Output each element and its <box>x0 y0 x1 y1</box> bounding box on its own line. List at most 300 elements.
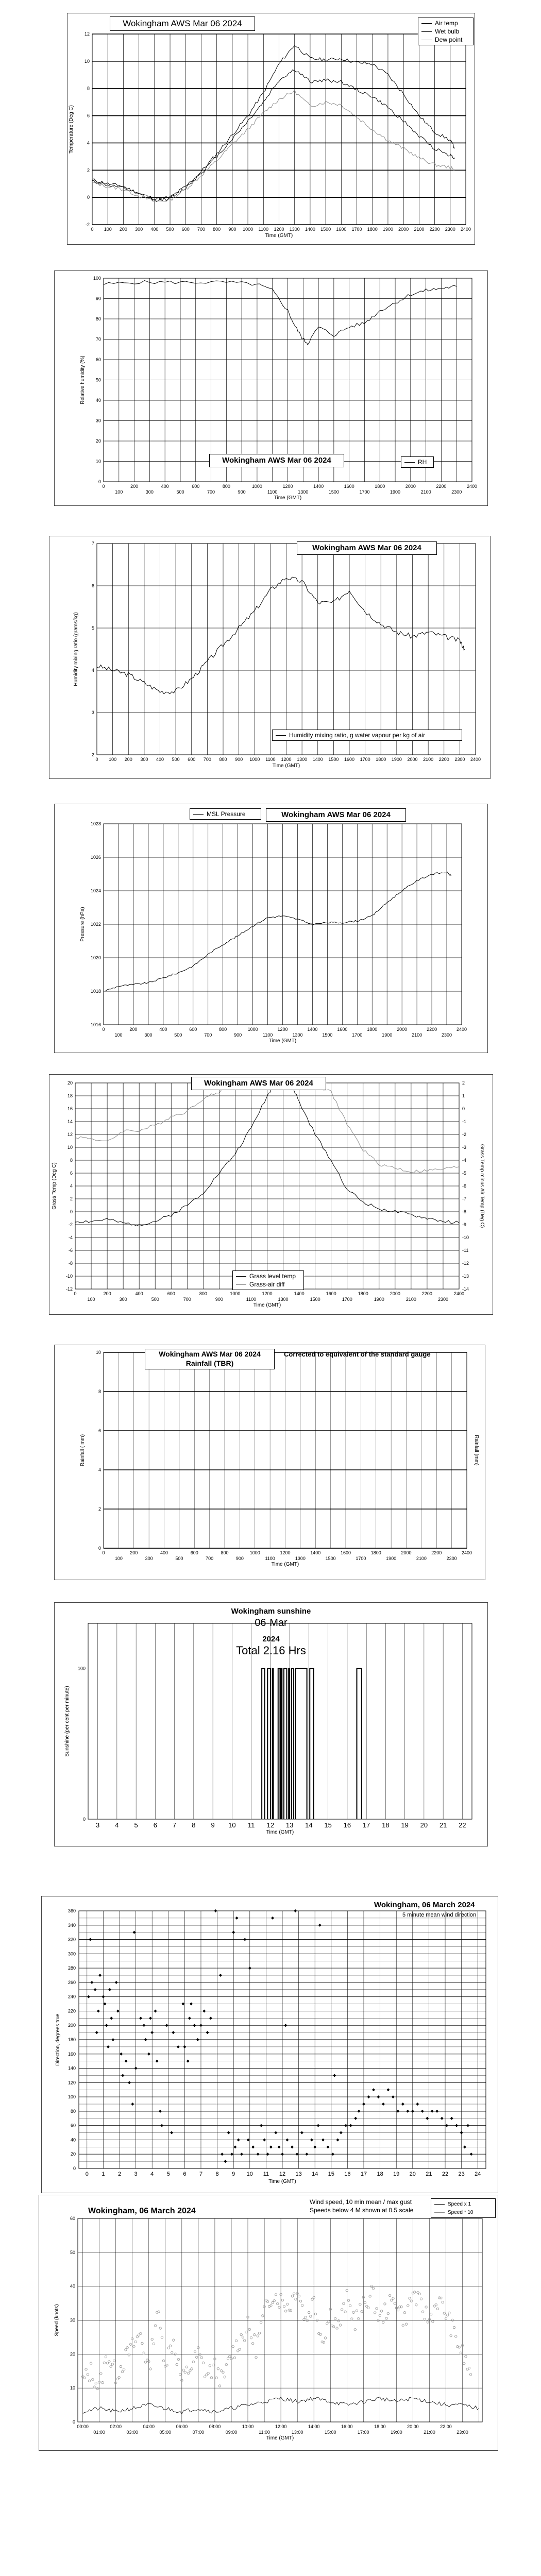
y-tick-label: 40 <box>70 2283 75 2289</box>
x-tick-label: 1300 <box>297 757 308 762</box>
wind-direction-subtitle: 5 minute mean wind direction <box>402 1912 477 1918</box>
x-tick-label: 0 <box>102 1550 105 1555</box>
wind-speed-note-2: Speeds below 4 M shown at 0.5 scale <box>310 2207 414 2214</box>
y-tick-label: -10 <box>65 1274 73 1279</box>
x-tick-label: 16:00 <box>341 2424 353 2429</box>
y-tick-label: 2 <box>98 1506 101 1512</box>
x-tick-label: 500 <box>166 227 174 232</box>
legend-label-grass-level-temp: Grass level temp <box>249 1273 296 1280</box>
mixing-ratio-chart-panel <box>49 536 491 779</box>
y-tick-label: 20 <box>70 2351 75 2357</box>
y2-axis-title: Rainfall (mm) <box>474 1435 479 1466</box>
temperature-chart-panel <box>67 13 475 245</box>
x-tick-label: 100 <box>115 489 123 495</box>
y-tick-label: 2 <box>87 167 90 173</box>
x-tick-label: 8 <box>192 1821 196 1829</box>
x-tick-label: 19 <box>401 1821 409 1829</box>
y-tick-label: -2 <box>85 222 90 227</box>
y2-tick-label: -8 <box>462 1209 467 1214</box>
y-tick-label: 60 <box>95 357 101 362</box>
y-axis-title: Direction, degrees true <box>55 2013 61 2066</box>
y-tick-label: 1026 <box>90 855 101 860</box>
y-tick-label: 4 <box>70 1183 73 1189</box>
x-tick-label: 1000 <box>251 484 262 489</box>
y2-tick-label: -1 <box>462 1119 467 1124</box>
x-tick-label: 3 <box>134 2171 138 2177</box>
x-tick-label: 2000 <box>397 1027 408 1032</box>
legend-label-grass-air-diff: Grass-air diff <box>249 1281 285 1288</box>
x-tick-label: 03:00 <box>126 2430 139 2435</box>
x-axis-title: Time (GMT) <box>274 495 302 501</box>
legend-rh <box>404 458 430 466</box>
x-tick-label: 1500 <box>328 489 339 495</box>
x-tick-label: 00:00 <box>77 2424 89 2429</box>
x-tick-label: 6 <box>183 2171 187 2177</box>
y-tick-label: 20 <box>95 438 101 444</box>
x-tick-label: 1500 <box>320 227 331 232</box>
x-axis-title: Time (GMT) <box>268 2179 296 2184</box>
sunshine-burst <box>281 1669 282 1819</box>
x-tick-label: 21:00 <box>424 2430 435 2435</box>
x-tick-label: 800 <box>219 1027 227 1032</box>
x-tick-label: 1700 <box>356 1556 366 1561</box>
x-axis-title: Time (GMT) <box>272 763 300 769</box>
pressure-chart <box>55 804 487 1053</box>
y-tick-label: -8 <box>68 1261 73 1266</box>
x-tick-label: 2400 <box>456 1027 467 1032</box>
grass-temp-chart-panel <box>49 1074 493 1315</box>
y-tick-label: 1028 <box>90 821 101 826</box>
y-tick-label: 4 <box>98 1467 101 1472</box>
x-tick-label: 1900 <box>382 1032 393 1038</box>
x-tick-label: 2200 <box>431 1550 442 1555</box>
x-tick-label: 2400 <box>466 484 478 489</box>
temperature-chart <box>67 13 475 244</box>
x-tick-label: 300 <box>145 489 154 495</box>
x-tick-label: 100 <box>114 1032 123 1038</box>
y-tick-label: 240 <box>67 1994 76 1999</box>
x-tick-label: 300 <box>145 1556 153 1561</box>
x-tick-label: 200 <box>129 1027 138 1032</box>
y-axis-title: Speed (knots) <box>54 2304 60 2336</box>
x-tick-label: 600 <box>190 1550 198 1555</box>
y-tick-label: 6 <box>91 583 94 588</box>
y-tick-label: 1018 <box>90 989 101 994</box>
y-tick-label: 50 <box>95 377 101 383</box>
y-tick-label: 320 <box>67 1937 76 1942</box>
y-tick-label: 180 <box>67 2037 76 2042</box>
x-tick-label: 800 <box>199 1291 207 1296</box>
x-tick-label: 21 <box>426 2171 432 2177</box>
x-tick-label: 18 <box>377 2171 383 2177</box>
y-tick-label: 5 <box>91 625 94 631</box>
y-tick-label: 100 <box>77 1666 86 1671</box>
x-tick-label: 1800 <box>367 1027 378 1032</box>
x-tick-label: 22 <box>442 2171 449 2177</box>
wind-speed-chart <box>39 2195 498 2450</box>
x-tick-label: 1300 <box>295 1556 306 1561</box>
y-tick-label: 8 <box>98 1389 101 1394</box>
x-tick-label: 800 <box>222 484 230 489</box>
x-tick-label: 1100 <box>262 1032 273 1038</box>
x-tick-label: 2 <box>117 2171 122 2177</box>
y-tick-label: 60 <box>70 2123 76 2128</box>
legend-mixing-ratio <box>276 731 459 739</box>
y-tick-label: -12 <box>65 1286 73 1292</box>
x-tick-label: 2100 <box>423 757 434 762</box>
x-tick-label: 900 <box>238 489 246 495</box>
x-tick-label: 13 <box>295 2171 302 2177</box>
y-tick-label: 30 <box>95 418 101 423</box>
x-tick-label: 05:00 <box>159 2430 172 2435</box>
y-tick-label: 1024 <box>90 888 101 893</box>
humidity-chart-panel <box>54 270 488 506</box>
wind-speed-title: Wokingham, 06 March 2024 <box>88 2207 196 2215</box>
humidity-chart-title: Wokingham AWS Mar 06 2024 <box>209 454 344 467</box>
x-tick-label: 1800 <box>375 484 385 489</box>
x-tick-label: 10 <box>228 1821 236 1829</box>
wind-speed-note-1: Wind speed, 10 min mean / max gust <box>310 2198 412 2206</box>
y-axis-title: Grass Temp (Deg C) <box>52 1162 57 1210</box>
y-tick-label: 260 <box>67 1979 76 1985</box>
y-tick-label: 20 <box>70 2151 76 2157</box>
y-tick-label: 40 <box>95 398 101 403</box>
x-tick-label: 1600 <box>337 1027 348 1032</box>
x-tick-label: 0 <box>102 484 105 489</box>
pressure-chart-title: Wokingham AWS Mar 06 2024 <box>266 808 406 822</box>
x-tick-label: 1900 <box>391 757 402 762</box>
wind-direction-title: Wokingham, 06 March 2024 <box>374 1901 475 1909</box>
x-tick-label: 2400 <box>460 227 471 232</box>
x-tick-label: 20:00 <box>407 2424 419 2429</box>
y-tick-label: 0 <box>70 1209 73 1214</box>
x-tick-label: 11:00 <box>259 2430 270 2435</box>
x-tick-label: 400 <box>161 484 169 489</box>
x-tick-label: 0 <box>95 757 98 762</box>
x-tick-label: 900 <box>215 1297 223 1302</box>
y-tick-label: 120 <box>67 2080 76 2086</box>
x-tick-label: 800 <box>213 227 221 232</box>
y-tick-label: -4 <box>68 1235 73 1240</box>
y-axis-title: Rainfall ( mm) <box>80 1434 86 1467</box>
sunshine-burst <box>289 1669 290 1819</box>
y2-tick-label: -12 <box>462 1261 469 1266</box>
x-tick-label: 15 <box>328 2171 334 2177</box>
legend-swatch-solid <box>434 2204 445 2205</box>
y-tick-label: 6 <box>70 1171 73 1176</box>
y-tick-label: 0 <box>73 2166 76 2171</box>
x-tick-label: 500 <box>151 1297 159 1302</box>
x-tick-label: 200 <box>130 1550 138 1555</box>
legend-speed-x1 <box>434 2200 492 2208</box>
rainfall-chart-subtitle: Rainfall (TBR) <box>185 1359 234 1367</box>
temperature-chart-title: Wokingham AWS Mar 06 2024 <box>110 16 255 31</box>
x-tick-label: 17:00 <box>358 2430 369 2435</box>
sunshine-year: 2024 <box>262 1635 280 1643</box>
x-tick-label: 2000 <box>401 1550 412 1555</box>
x-tick-label: 600 <box>167 1291 175 1296</box>
pressure-chart-panel <box>54 804 488 1053</box>
x-tick-label: 15:00 <box>324 2430 336 2435</box>
x-tick-label: 1200 <box>277 1027 288 1032</box>
x-tick-label: 0 <box>85 2171 89 2177</box>
x-tick-label: 2400 <box>461 1550 472 1555</box>
x-tick-label: 1600 <box>340 1550 351 1555</box>
y-tick-label: 12 <box>67 1132 73 1137</box>
x-tick-label: 700 <box>204 1032 212 1038</box>
x-tick-label: 19:00 <box>391 2430 402 2435</box>
x-tick-label: 4 <box>150 2171 154 2177</box>
x-tick-label: 1600 <box>344 757 355 762</box>
legend-wet-bulb <box>421 27 470 36</box>
x-tick-label: 1700 <box>352 1032 363 1038</box>
y-tick-label: 70 <box>95 336 101 342</box>
y-axis-title: Relative humidity (%) <box>80 355 86 404</box>
x-tick-label: 21 <box>439 1821 447 1829</box>
y-axis-title: Pressure (hPa) <box>80 907 86 942</box>
y-tick-label: 300 <box>67 1951 76 1957</box>
x-tick-label: 24 <box>475 2171 481 2177</box>
y2-tick-label: -3 <box>462 1145 467 1150</box>
x-tick-label: 700 <box>206 1556 214 1561</box>
x-tick-label: 1800 <box>376 757 386 762</box>
x-tick-label: 18 <box>382 1821 390 1829</box>
x-tick-label: 300 <box>119 1297 127 1302</box>
x-tick-label: 09:00 <box>225 2430 238 2435</box>
y-tick-label: 80 <box>70 2108 76 2114</box>
x-tick-label: 20 <box>409 2171 416 2177</box>
x-tick-label: 23 <box>458 2171 465 2177</box>
sunshine-title: Wokingham sunshine <box>231 1607 311 1616</box>
y2-tick-label: -4 <box>462 1158 467 1163</box>
wind-direction-chart-panel <box>41 1896 498 2193</box>
x-tick-label: 23:00 <box>457 2430 468 2435</box>
y-tick-label: 2 <box>91 752 94 757</box>
y2-tick-label: 2 <box>462 1080 465 1086</box>
y-tick-label: 10 <box>95 1350 101 1355</box>
y-tick-label: 10 <box>67 1145 73 1150</box>
legend-label-msl-pressure: MSL Pressure <box>207 810 246 818</box>
x-tick-label: 900 <box>235 757 243 762</box>
x-tick-label: 2300 <box>437 1297 448 1302</box>
legend-grass-level-temp <box>236 1272 300 1280</box>
x-tick-label: 400 <box>159 1027 167 1032</box>
sunshine-date: 06-Mar <box>255 1617 288 1629</box>
x-tick-label: 5 <box>134 1821 138 1829</box>
humidity-chart <box>55 271 487 505</box>
y-tick-label: 4 <box>91 668 94 673</box>
x-tick-label: 2100 <box>412 1032 422 1038</box>
x-tick-label: 2200 <box>421 1291 432 1296</box>
x-tick-label: 2400 <box>453 1291 465 1296</box>
x-tick-label: 17 <box>362 1821 370 1829</box>
x-tick-label: 9 <box>211 1821 215 1829</box>
x-tick-label: 2000 <box>405 484 416 489</box>
y-tick-label: 10 <box>84 58 90 64</box>
x-tick-label: 2000 <box>407 757 418 762</box>
x-tick-label: 1300 <box>298 489 309 495</box>
y-tick-label: 1022 <box>90 922 101 927</box>
x-tick-label: 1400 <box>305 227 315 232</box>
y-tick-label: 8 <box>87 86 90 91</box>
y-tick-label: 0 <box>72 2419 75 2425</box>
humidity-legend <box>401 456 434 468</box>
x-tick-label: 04:00 <box>143 2424 155 2429</box>
legend-label-wet-bulb: Wet bulb <box>435 28 460 35</box>
x-tick-label: 22 <box>459 1821 466 1829</box>
x-tick-label: 2000 <box>390 1291 400 1296</box>
y-tick-label: 40 <box>70 2137 76 2143</box>
x-tick-label: 1000 <box>249 757 260 762</box>
y-tick-label: 1020 <box>90 955 101 960</box>
y2-axis-title: Grass Temp minus Air Temp (Deg C) <box>479 1144 485 1228</box>
legend-label-air-temp: Air temp <box>435 20 458 27</box>
mixing-ratio-legend <box>272 730 462 741</box>
y-tick-label: 10 <box>70 2385 75 2391</box>
legend-swatch-solid <box>404 462 415 463</box>
x-tick-label: 2200 <box>436 484 447 489</box>
x-tick-label: 500 <box>175 1556 183 1561</box>
x-tick-label: 1400 <box>310 1550 321 1555</box>
x-tick-label: 500 <box>176 489 184 495</box>
x-tick-label: 14:00 <box>308 2424 320 2429</box>
x-tick-label: 5 <box>166 2171 170 2177</box>
sunshine-burst <box>273 1669 274 1819</box>
y-tick-label: 10 <box>95 459 101 464</box>
x-tick-label: 1100 <box>265 757 276 762</box>
x-tick-label: 1300 <box>289 227 300 232</box>
y2-tick-label: -5 <box>462 1171 467 1176</box>
x-tick-label: 16 <box>344 2171 351 2177</box>
x-tick-label: 2300 <box>446 1556 457 1561</box>
x-tick-label: 2200 <box>427 1027 437 1032</box>
x-tick-label: 13:00 <box>291 2430 303 2435</box>
x-tick-label: 2100 <box>420 489 431 495</box>
x-tick-label: 1100 <box>267 489 278 495</box>
sunshine-chart-panel <box>54 1602 488 1846</box>
x-tick-label: 600 <box>192 484 200 489</box>
x-tick-label: 200 <box>124 757 132 762</box>
y-tick-label: -6 <box>68 1248 73 1253</box>
x-tick-label: 2000 <box>398 227 409 232</box>
x-tick-label: 11 <box>263 2171 269 2177</box>
x-tick-label: 900 <box>228 227 236 232</box>
x-tick-label: 02:00 <box>110 2424 122 2429</box>
wind-speed-chart-panel <box>39 2195 498 2451</box>
x-tick-label: 10:00 <box>242 2424 254 2429</box>
temperature-legend <box>418 18 474 45</box>
x-tick-label: 3 <box>96 1821 100 1829</box>
y-tick-label: 16 <box>67 1106 73 1111</box>
y2-tick-label: 1 <box>462 1093 465 1098</box>
legend-label-dew-point: Dew point <box>435 36 463 43</box>
x-tick-label: 700 <box>207 489 215 495</box>
x-tick-label: 1700 <box>359 489 370 495</box>
x-tick-label: 1200 <box>274 227 284 232</box>
x-tick-label: 2300 <box>442 1032 452 1038</box>
y-axis-title: Humidity mixing ratio (grams/kg) <box>73 612 79 686</box>
y-tick-label: 7 <box>91 541 94 546</box>
y-tick-label: 140 <box>67 2065 76 2071</box>
x-axis-title: Time (GMT) <box>271 1562 299 1567</box>
y-tick-label: 340 <box>67 1922 76 1928</box>
x-tick-label: 1200 <box>280 1550 291 1555</box>
y-tick-label: 8 <box>70 1158 73 1163</box>
x-tick-label: 1400 <box>294 1291 305 1296</box>
y-axis-title: Temperature (Deg C) <box>69 105 74 154</box>
x-tick-label: 400 <box>156 757 164 762</box>
x-tick-label: 1400 <box>307 1027 318 1032</box>
wind-direction-chart <box>42 1896 498 2193</box>
y-tick-label: 30 <box>70 2317 75 2323</box>
y-tick-label: 4 <box>87 140 90 146</box>
x-tick-label: 9 <box>232 2171 235 2177</box>
y-tick-label: 20 <box>67 1080 73 1086</box>
x-tick-label: 200 <box>130 484 139 489</box>
rainfall-chart-title-box <box>145 1349 275 1369</box>
x-tick-label: 600 <box>181 227 190 232</box>
legend-label-speed-x1: Speed x 1 <box>448 2201 471 2207</box>
y2-tick-label: -9 <box>462 1222 467 1227</box>
x-axis-title: Time (GMT) <box>268 1038 297 1044</box>
x-axis-title: Time (GMT) <box>266 1829 294 1835</box>
y-tick-label: 3 <box>91 710 94 715</box>
x-tick-label: 900 <box>234 1032 242 1038</box>
y2-tick-label: -10 <box>462 1235 469 1240</box>
x-tick-label: 100 <box>87 1297 95 1302</box>
x-axis-title: Time (GMT) <box>266 2435 294 2441</box>
x-tick-label: 2400 <box>470 757 481 762</box>
x-tick-label: 1400 <box>312 757 323 762</box>
x-tick-label: 2100 <box>405 1297 416 1302</box>
y-tick-label: 0 <box>87 195 90 200</box>
y2-tick-label: 0 <box>462 1106 465 1111</box>
x-tick-label: 1900 <box>374 1297 384 1302</box>
x-tick-label: 2300 <box>451 489 462 495</box>
x-tick-label: 1900 <box>390 489 401 495</box>
x-tick-label: 1800 <box>367 227 378 232</box>
x-tick-label: 100 <box>114 1556 123 1561</box>
x-tick-label: 19 <box>393 2171 400 2177</box>
y-tick-label: 100 <box>67 2094 76 2100</box>
y-tick-label: 50 <box>70 2249 75 2255</box>
x-tick-label: 1500 <box>328 757 339 762</box>
x-tick-label: 400 <box>150 227 159 232</box>
x-tick-label: 01:00 <box>93 2430 105 2435</box>
x-tick-label: 11 <box>247 1821 255 1829</box>
x-tick-label: 500 <box>174 1032 182 1038</box>
x-tick-label: 1700 <box>351 227 362 232</box>
y-tick-label: 14 <box>67 1119 73 1124</box>
x-tick-label: 100 <box>104 227 112 232</box>
legend-swatch-solid <box>236 1276 246 1277</box>
grass-temp-legend <box>232 1270 304 1290</box>
x-tick-label: 1800 <box>370 1550 381 1555</box>
x-tick-label: 06:00 <box>176 2424 188 2429</box>
x-tick-label: 1000 <box>249 1550 260 1555</box>
x-tick-label: 2200 <box>438 757 449 762</box>
x-tick-label: 400 <box>135 1291 143 1296</box>
x-tick-label: 300 <box>140 757 148 762</box>
pressure-legend <box>190 808 261 820</box>
y-tick-label: 6 <box>98 1428 101 1433</box>
x-tick-label: 1100 <box>258 227 268 232</box>
legend-label-mixing-ratio: Humidity mixing ratio, g water vapour per kg of air <box>289 732 426 739</box>
x-tick-label: 20 <box>420 1821 428 1829</box>
rainfall-correction-note: Corrected to equivalent of the standard gauge <box>284 1350 431 1358</box>
x-tick-label: 1700 <box>360 757 370 762</box>
x-tick-label: 400 <box>160 1550 168 1555</box>
